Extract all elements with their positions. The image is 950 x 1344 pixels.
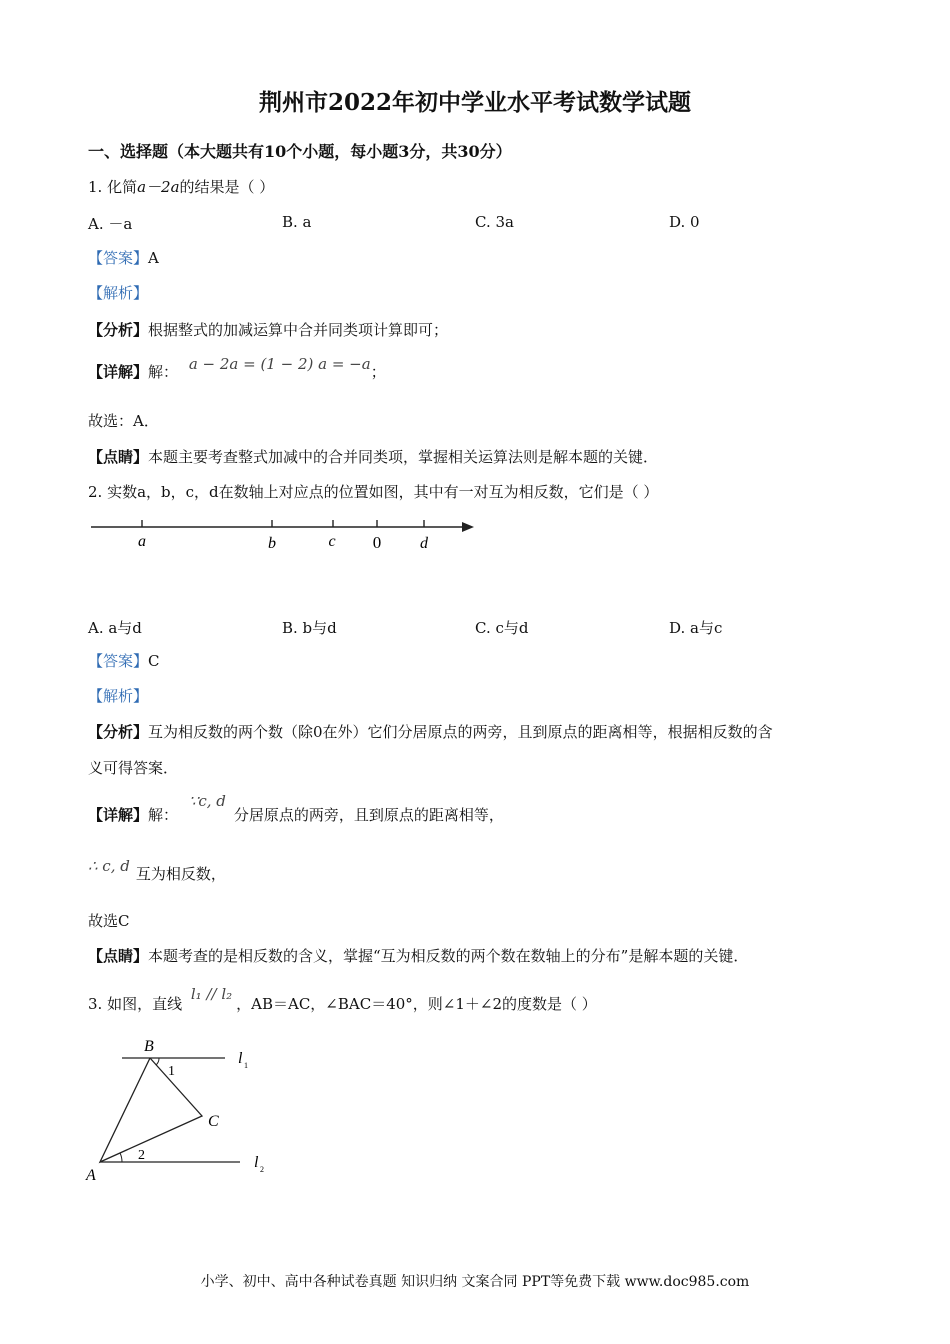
- q1-comment-text: 本题主要考查整式加减中的合并同类项，掌握相关运算法则是解本题的关键．: [148, 448, 659, 466]
- q1-detail-prefix: 解：: [148, 363, 179, 381]
- q1-option-a: A. －a: [88, 215, 133, 233]
- detail-tag: 【详解】: [88, 806, 149, 824]
- triangle-abc: [100, 1058, 202, 1162]
- q2-therefore-text: 互为相反数，: [135, 865, 226, 883]
- q2-fenxi-cont: 义可得答案．: [88, 759, 179, 777]
- q2-therefore: [88, 857, 226, 884]
- q2-stem: 2. 实数a，b，c，d在数轴上对应点的位置如图，其中有一对互为相反数，它们是（ ）: [88, 483, 659, 501]
- q3-stem-suffix: ，AB＝AC，∠BAC＝40°，则∠1＋∠2的度数是（ ）: [236, 995, 597, 1013]
- number-line-figure: [86, 512, 486, 557]
- axis-label-c: c: [328, 533, 336, 550]
- angle-1-arc: [156, 1058, 159, 1065]
- q2-detail: [88, 792, 504, 825]
- comment-tag: 【点睛】: [88, 947, 149, 965]
- q2-option-c: C. c与d: [475, 619, 529, 637]
- q2-detail-prefix: 解：: [148, 806, 179, 824]
- comment-tag: 【点睛】: [88, 448, 149, 466]
- section-heading: 一、选择题（本大题共有10个小题，每小题3分，共30分）: [88, 142, 512, 161]
- axis-label-b: b: [268, 535, 276, 552]
- number-line-arrow: [462, 522, 474, 532]
- label-l2-sub: 2: [260, 1165, 264, 1174]
- q1-stem: [88, 177, 274, 197]
- q2-choose: 故选C: [88, 912, 130, 930]
- q3-stem-prefix: 3. 如图，直线: [88, 995, 183, 1013]
- label-l1-sub: 1: [244, 1061, 248, 1070]
- q2-fenxi-text: 互为相反数的两个数（除0在外）它们分居原点的两旁，且到原点的距离相等，根据相反数的含: [148, 723, 773, 741]
- q1-option-b: B. a: [282, 213, 312, 231]
- axis-label-a: a: [138, 533, 146, 550]
- detail-tag: 【详解】: [88, 363, 149, 381]
- q2-answer: [88, 651, 160, 671]
- q1-stem-math: a－2a: [137, 178, 180, 196]
- q2-detail-suffix: 分居原点的两旁，且到原点的距离相等，: [233, 806, 504, 824]
- q2-analysis-tag: 【解析】: [88, 687, 149, 705]
- page-title: 荆州市2022年初中学业水平考试数学试题: [258, 89, 691, 116]
- q2-option-d: D. a与c: [669, 619, 723, 637]
- triangle-figure: [80, 1030, 280, 1190]
- q2-comment: [88, 946, 748, 966]
- q1-stem-prefix: 1. 化简: [88, 178, 138, 196]
- label-l1: l: [238, 1050, 243, 1067]
- q2-fenxi: [88, 722, 773, 742]
- q3-stem-math: l₁ // l₂: [190, 985, 233, 1003]
- answer-tag: 【答案】: [88, 652, 149, 670]
- q1-stem-suffix: 的结果是（ ）: [179, 178, 275, 196]
- q1-comment: [88, 447, 658, 467]
- q2-therefore-math: ∴ c, d: [88, 857, 130, 875]
- q2-comment-text: 本题考查的是相反数的含义，掌握“互为相反数的两个数在数轴上的分布”是解本题的关键．: [148, 947, 749, 965]
- q1-answer: [88, 248, 159, 268]
- q1-detail-suffix: ；: [370, 363, 386, 381]
- q1-option-c: C. 3a: [475, 213, 514, 231]
- q1-detail: [88, 355, 386, 382]
- fenxi-tag: 【分析】: [88, 321, 149, 339]
- label-l2: l: [254, 1154, 259, 1171]
- q2-answer-value: C: [148, 652, 160, 670]
- page-footer: 小学、初中、高中各种试卷真题 知识归纳 文案合同 PPT等免费下载 www.doc985.com: [200, 1274, 750, 1290]
- q2-detail-math: ∵c, d: [188, 792, 226, 810]
- fenxi-tag: 【分析】: [88, 723, 149, 741]
- axis-label-d: d: [420, 535, 428, 552]
- label-b: B: [144, 1038, 154, 1055]
- q1-analysis-tag: 【解析】: [88, 284, 149, 302]
- label-angle-1: 1: [168, 1064, 175, 1079]
- q1-choose: 故选：A．: [88, 412, 159, 430]
- answer-tag: 【答案】: [88, 249, 149, 267]
- q2-option-a: A. a与d: [88, 619, 142, 637]
- q3-stem: [88, 985, 597, 1014]
- label-c: C: [208, 1113, 219, 1130]
- q1-fenxi: [88, 320, 448, 340]
- q1-option-d: D. 0: [669, 213, 700, 231]
- angle-2-arc: [120, 1153, 122, 1162]
- q2-option-b: B. b与d: [282, 619, 337, 637]
- label-a: A: [86, 1167, 96, 1184]
- label-angle-2: 2: [138, 1148, 145, 1163]
- axis-label-zero: 0: [372, 533, 382, 552]
- q1-detail-math: a − 2a = (1 − 2) a = −a: [188, 355, 371, 373]
- q1-answer-value: A: [148, 249, 159, 267]
- q1-fenxi-text: 根据整式的加减运算中合并同类项计算即可；: [148, 321, 449, 339]
